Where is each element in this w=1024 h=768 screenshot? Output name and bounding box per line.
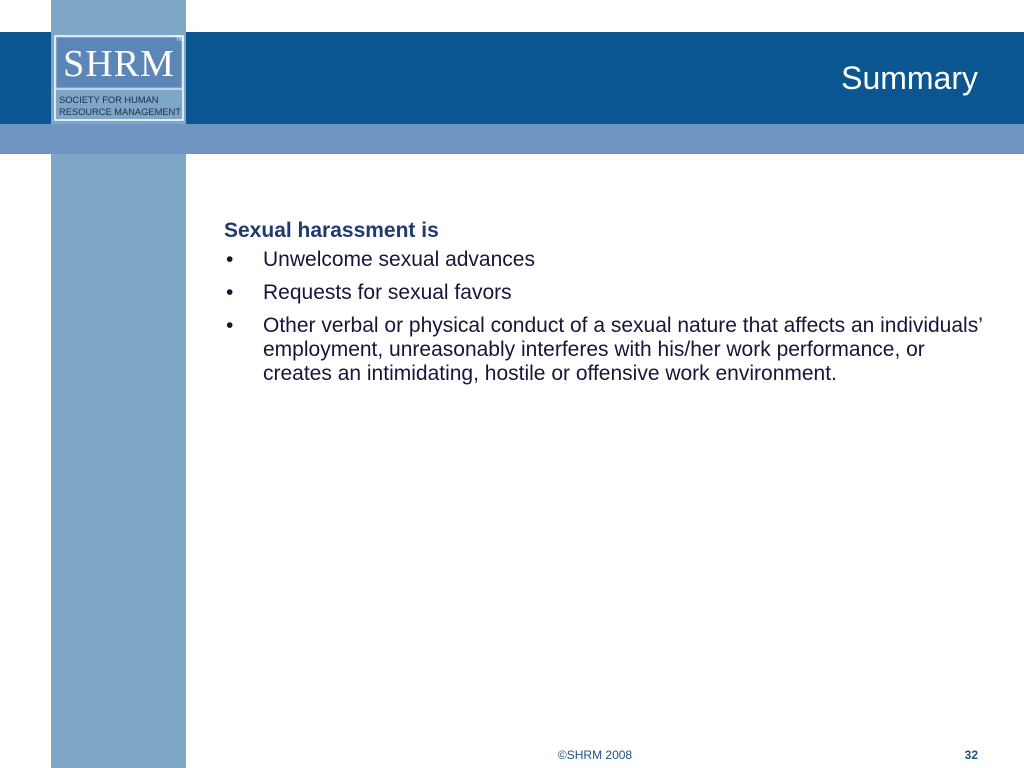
bullet-list xyxy=(224,248,1004,386)
slide-title: Summary xyxy=(841,60,978,96)
page-number: 32 xyxy=(964,748,978,762)
bullet-icon: • xyxy=(226,314,234,337)
list-item xyxy=(224,281,1004,305)
content-area xyxy=(224,216,1004,395)
content-heading: Sexual harassment is xyxy=(224,219,439,242)
footer-copyright: ©SHRM 2008 xyxy=(557,748,633,762)
bullet-text: Unwelcome sexual advances xyxy=(263,248,535,271)
logo-tagline-line1: SOCIETY FOR HUMAN xyxy=(59,95,159,105)
logo-wordmark: SHRM xyxy=(63,43,175,85)
shrm-logo xyxy=(51,32,186,124)
logo-trademark: TM xyxy=(175,37,184,43)
bullet-icon: • xyxy=(226,281,234,304)
logo-tagline-line2: RESOURCE MANAGEMENT xyxy=(59,107,181,117)
bullet-text: Requests for sexual favors xyxy=(263,281,512,304)
list-item xyxy=(224,314,1004,386)
sub-band xyxy=(0,124,1024,154)
bullet-text: Other verbal or physical conduct of a sexual nature that affects an individuals’ employment, unreasonably interferes with his/her work performance, or creates an intimidating, hostile or offensive work environment. xyxy=(263,314,983,385)
list-item xyxy=(224,248,1004,272)
bullet-icon: • xyxy=(226,248,234,271)
